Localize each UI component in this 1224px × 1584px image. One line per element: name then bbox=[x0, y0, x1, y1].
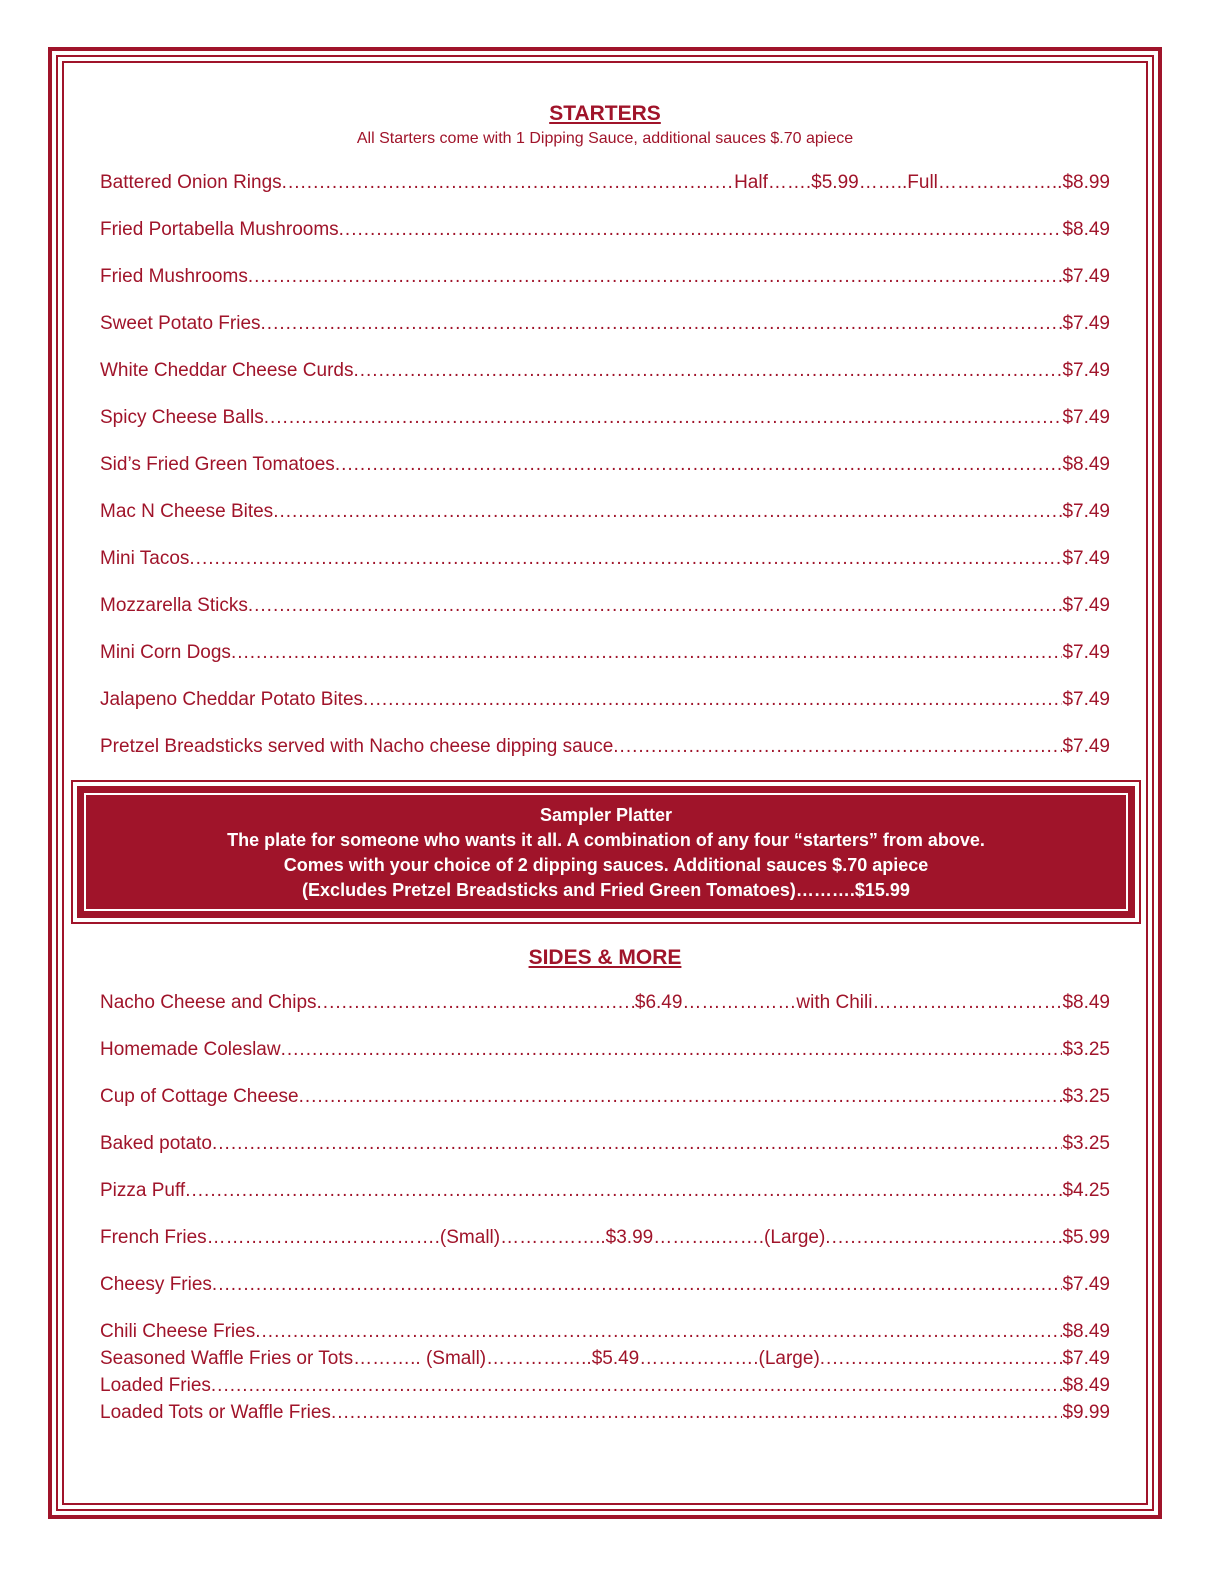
dot-leader: …….. bbox=[858, 172, 908, 193]
dot-leader bbox=[264, 407, 1063, 429]
menu-item bbox=[100, 1321, 1110, 1347]
dot-leader: …………….. bbox=[500, 1227, 606, 1248]
item-price: $8.49 bbox=[1062, 992, 1110, 1013]
menu-item bbox=[100, 1274, 1110, 1300]
item-name: Mozzarella Sticks bbox=[100, 595, 248, 616]
dot-leader bbox=[317, 992, 635, 1014]
dot-leader bbox=[211, 1375, 1063, 1397]
menu-item bbox=[100, 501, 1110, 527]
menu-item bbox=[100, 736, 1110, 762]
item-name: Mini Tacos bbox=[100, 548, 190, 569]
item-price: $4.25 bbox=[1062, 1180, 1110, 1201]
half-label: Half bbox=[734, 172, 768, 193]
item-name: Loaded Fries bbox=[100, 1375, 211, 1396]
dot-leader bbox=[282, 172, 734, 194]
menu-item bbox=[100, 1227, 1110, 1253]
sampler-line-3: (Excludes Pretzel Breadsticks and Fried Green Tomatoes)……….$15.99 bbox=[302, 880, 910, 900]
dot-leader bbox=[255, 1321, 1062, 1343]
dot-leader bbox=[363, 689, 1062, 711]
dot-leader: ………………………………. bbox=[206, 1227, 440, 1248]
dot-leader bbox=[825, 1227, 1062, 1249]
large-label: (Large) bbox=[758, 1348, 820, 1369]
item-name: Spicy Cheese Balls bbox=[100, 407, 264, 428]
menu-item bbox=[100, 219, 1110, 245]
dot-leader bbox=[299, 1086, 1063, 1108]
sampler-line-2: Comes with your choice of 2 dipping sauces. Additional sauces $.70 apiece bbox=[283, 855, 929, 875]
small-price: $5.49 bbox=[591, 1348, 640, 1369]
dot-leader bbox=[820, 1348, 1063, 1370]
dot-leader bbox=[353, 360, 1062, 382]
mid-label: with Chili bbox=[796, 992, 873, 1013]
item-price: $3.25 bbox=[1062, 1133, 1110, 1154]
sampler-line-1: The plate for someone who wants it all. A combination of any four “starters” from above. bbox=[227, 830, 985, 850]
item-price: $7.49 bbox=[1062, 548, 1110, 569]
item-price: $7.49 bbox=[1062, 313, 1110, 334]
item-name: French Fries bbox=[100, 1227, 207, 1248]
dot-leader bbox=[248, 595, 1063, 617]
menu-item bbox=[100, 1375, 1110, 1401]
dot-leader bbox=[185, 1180, 1062, 1202]
menu-item bbox=[100, 1402, 1110, 1428]
item-name: White Cheddar Cheese Curds bbox=[100, 360, 354, 381]
menu-item bbox=[100, 1133, 1110, 1159]
item-price: $3.25 bbox=[1062, 1086, 1110, 1107]
dot-leader bbox=[248, 266, 1063, 288]
item-name: Cup of Cottage Cheese bbox=[100, 1086, 299, 1107]
item-price: $7.49 bbox=[1062, 1348, 1110, 1369]
dot-leader bbox=[335, 454, 1063, 476]
dot-leader: ………………………… bbox=[872, 992, 1063, 1013]
half-price: $5.99 bbox=[811, 172, 859, 193]
small-price: $3.99 bbox=[605, 1227, 654, 1248]
item-name: Mini Corn Dogs bbox=[100, 642, 231, 663]
menu-item bbox=[100, 1180, 1110, 1206]
starters-note: All Starters come with 1 Dipping Sauce, additional sauces $.70 apiece bbox=[356, 130, 854, 147]
dot-leader bbox=[273, 501, 1062, 523]
large-label: (Large) bbox=[764, 1227, 826, 1248]
dot-leader bbox=[331, 1402, 1063, 1424]
menu-item bbox=[100, 313, 1110, 339]
sampler-text bbox=[77, 803, 1135, 903]
sides-title: SIDES & MORE bbox=[528, 946, 682, 969]
starters-title: STARTERS bbox=[549, 102, 661, 125]
item-name: Battered Onion Rings bbox=[100, 172, 282, 193]
full-label: Full bbox=[907, 172, 938, 193]
item-name: Homemade Coleslaw bbox=[100, 1039, 281, 1060]
item-name: Sid’s Fried Green Tomatoes bbox=[100, 454, 335, 475]
menu-item bbox=[100, 360, 1110, 386]
menu-item bbox=[100, 642, 1110, 668]
item-name: Chili Cheese Fries bbox=[100, 1321, 256, 1342]
menu-item bbox=[100, 266, 1110, 292]
item-price: $7.49 bbox=[1062, 642, 1110, 663]
dot-leader bbox=[613, 736, 1062, 758]
dot-leader: ……. bbox=[767, 172, 812, 193]
menu-item bbox=[100, 689, 1110, 715]
item-name: Pretzel Breadsticks served with Nacho cheese dipping sauce bbox=[100, 736, 614, 757]
menu-item bbox=[100, 548, 1110, 574]
small-label: (Small) bbox=[439, 1227, 501, 1248]
dot-leader bbox=[212, 1133, 1062, 1155]
item-price: $7.49 bbox=[1062, 1274, 1110, 1295]
item-price: $7.49 bbox=[1062, 689, 1110, 710]
dot-leader bbox=[189, 548, 1062, 570]
dot-leader bbox=[231, 642, 1063, 664]
item-name: Baked potato bbox=[100, 1133, 212, 1154]
item-name: Seasoned Waffle Fries or Tots bbox=[100, 1348, 354, 1369]
item-price: $7.49 bbox=[1062, 407, 1110, 428]
item-name: Fried Mushrooms bbox=[100, 266, 248, 287]
item-price: $8.49 bbox=[1062, 219, 1110, 240]
menu-item bbox=[100, 454, 1110, 480]
small-label: (Small) bbox=[425, 1348, 487, 1369]
dot-leader bbox=[281, 1039, 1063, 1061]
item-name: Nacho Cheese and Chips bbox=[100, 992, 317, 1013]
menu-item bbox=[100, 1348, 1110, 1374]
item-price: $8.49 bbox=[1062, 1321, 1110, 1342]
dot-leader: ……………… bbox=[682, 992, 797, 1013]
dot-leader bbox=[261, 313, 1063, 335]
item-price: $7.49 bbox=[1062, 595, 1110, 616]
sampler-title: Sampler Platter bbox=[539, 805, 673, 825]
item-price: $7.49 bbox=[1062, 736, 1110, 757]
item-price: $8.49 bbox=[1062, 1375, 1110, 1396]
menu-item bbox=[100, 407, 1110, 433]
item-name: Fried Portabella Mushrooms bbox=[100, 219, 339, 240]
item-price: $5.99 bbox=[1062, 1227, 1110, 1248]
item-price: $3.25 bbox=[1062, 1039, 1110, 1060]
mid-price: $6.49 bbox=[634, 992, 683, 1013]
dot-leader: …………….. bbox=[486, 1348, 592, 1369]
item-price: $8.99 bbox=[1062, 172, 1110, 193]
dot-leader bbox=[339, 219, 1063, 241]
item-name: Loaded Tots or Waffle Fries bbox=[100, 1402, 331, 1423]
menu-item bbox=[100, 1039, 1110, 1065]
menu-item bbox=[100, 595, 1110, 621]
item-price: $9.99 bbox=[1062, 1402, 1110, 1423]
item-name: Mac N Cheese Bites bbox=[100, 501, 274, 522]
item-name: Cheesy Fries bbox=[100, 1274, 212, 1295]
item-price: $7.49 bbox=[1062, 360, 1110, 381]
item-price: $8.49 bbox=[1062, 454, 1110, 475]
menu-item bbox=[100, 992, 1110, 1018]
item-name: Sweet Potato Fries bbox=[100, 313, 261, 334]
item-name: Pizza Puff bbox=[100, 1180, 186, 1201]
dot-leader: ………………. bbox=[639, 1348, 759, 1369]
menu-item bbox=[100, 1086, 1110, 1112]
item-price: $7.49 bbox=[1062, 501, 1110, 522]
menu-item bbox=[100, 172, 1110, 198]
item-name: Jalapeno Cheddar Potato Bites bbox=[100, 689, 364, 710]
dot-leader: ……………….. bbox=[937, 172, 1063, 193]
dot-leader: ……….. bbox=[353, 1348, 426, 1369]
dot-leader bbox=[212, 1274, 1063, 1296]
dot-leader: ………..……. bbox=[653, 1227, 765, 1248]
item-price: $7.49 bbox=[1062, 266, 1110, 287]
